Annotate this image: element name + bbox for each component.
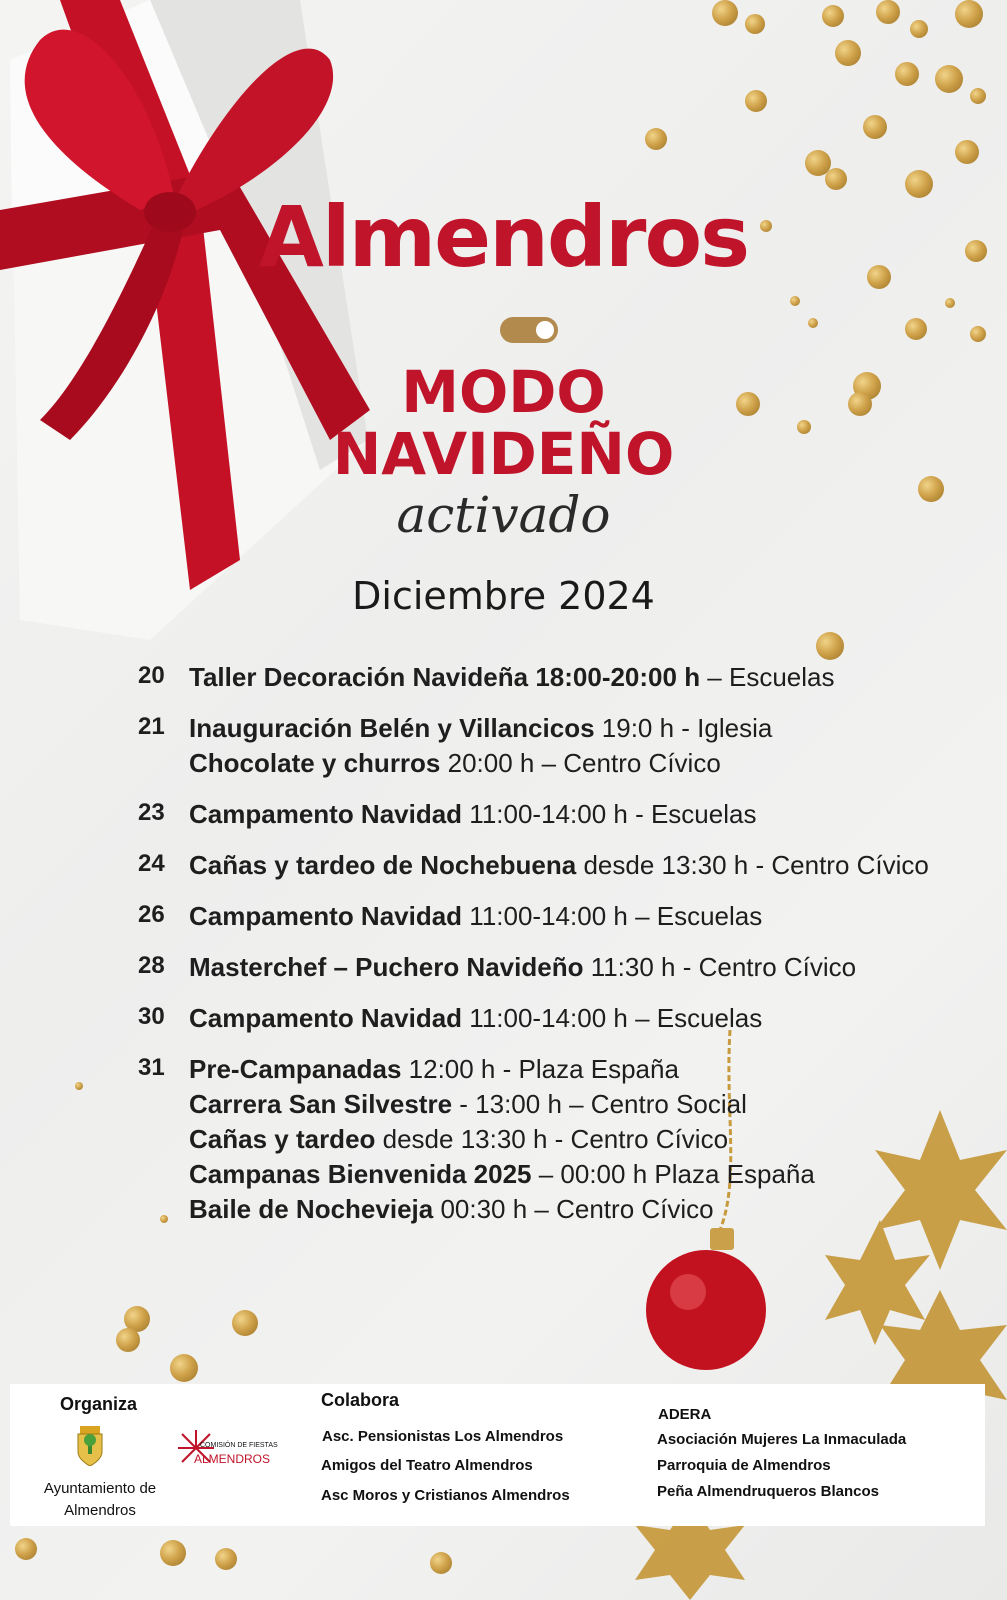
event-details: – 00:00 h Plaza España: [531, 1159, 815, 1189]
adera-item: Parroquia de Almendros: [657, 1457, 831, 1474]
month-heading: Diciembre 2024: [352, 574, 655, 618]
gift-box-illustration: [0, 0, 380, 660]
event-day: 30: [138, 1003, 165, 1030]
colabora-item: Asc. Pensionistas Los Almendros: [322, 1428, 564, 1445]
event-title: Cañas y tardeo: [189, 1124, 376, 1154]
event-day: 24: [138, 850, 165, 877]
subtitle-modo: MODO: [401, 358, 606, 426]
event-details: desde 13:30 h - Centro Cívico: [576, 850, 929, 880]
page-title: Almendros: [258, 188, 749, 286]
adera-item: Asociación Mujeres La Inmaculada: [657, 1431, 907, 1448]
event-title: Chocolate y churros: [189, 748, 441, 778]
organiza-label: Organiza: [60, 1394, 138, 1414]
event-details: 12:00 h - Plaza España: [401, 1054, 679, 1084]
event-details: 11:00-14:00 h – Escuelas: [462, 1003, 763, 1033]
event-details: 19:0 h - Iglesia: [594, 713, 773, 743]
event-title: Cañas y tardeo de Nochebuena: [189, 850, 577, 880]
subtitle-navideno: NAVIDEÑO: [332, 420, 675, 488]
sponsors-footer: [10, 1384, 985, 1526]
event-day: 20: [138, 662, 165, 689]
comision-fiestas-logo: [172, 1422, 280, 1488]
comision-logo-text1: COMISIÓN DE FIESTAS: [200, 1442, 278, 1449]
ayuntamiento-line1: Ayuntamiento de: [43, 1480, 157, 1497]
event-day: 26: [138, 901, 165, 928]
event-title: Campamento Navidad: [189, 799, 463, 829]
event-details: 00:30 h – Centro Cívico: [433, 1194, 714, 1224]
event-title: Baile de Nochevieja: [189, 1194, 434, 1224]
colabora-item: Asc Moros y Cristianos Almendros: [321, 1487, 570, 1504]
adera-label: ADERA: [658, 1406, 712, 1423]
event-title: Carrera San Silvestre: [189, 1089, 453, 1119]
ayuntamiento-line2: Almendros: [64, 1502, 136, 1519]
subtitle-activado: activado: [396, 486, 611, 544]
event-details: 11:30 h - Centro Cívico: [583, 952, 857, 982]
event-title: Campamento Navidad: [189, 1003, 463, 1033]
comision-logo-text2: ALMENDROS: [194, 1452, 271, 1466]
event-day: 28: [138, 952, 165, 979]
colabora-item: Amigos del Teatro Almendros: [321, 1457, 533, 1474]
event-details: 20:00 h – Centro Cívico: [440, 748, 721, 778]
event-details: - 13:00 h – Centro Social: [452, 1089, 747, 1119]
event-title: Campanas Bienvenida 2025: [189, 1159, 532, 1189]
coat-of-arms-icon: [76, 1426, 104, 1466]
event-title: Pre-Campanadas: [189, 1054, 402, 1084]
colabora-label: Colabora: [321, 1390, 400, 1410]
toggle-switch-icon: [500, 317, 558, 343]
event-title: Taller Decoración Navideña 18:00-20:00 h: [189, 662, 701, 692]
event-details: desde 13:30 h - Centro Cívico: [375, 1124, 729, 1154]
event-title: Masterchef – Puchero Navideño: [189, 952, 584, 982]
event-day: 23: [138, 799, 165, 826]
event-details: 11:00-14:00 h – Escuelas: [462, 901, 763, 931]
event-day: 21: [138, 713, 165, 740]
adera-item: Peña Almendruqueros Blancos: [657, 1483, 879, 1500]
event-title: Inauguración Belén y Villancicos: [189, 713, 595, 743]
event-day: 31: [138, 1054, 165, 1081]
event-details: – Escuelas: [700, 662, 835, 692]
event-details: 11:00-14:00 h - Escuelas: [462, 799, 757, 829]
event-title: Campamento Navidad: [189, 901, 463, 931]
